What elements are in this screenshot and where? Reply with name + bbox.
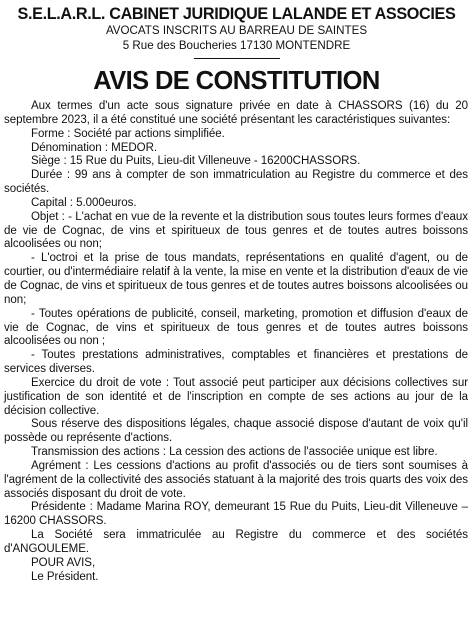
paragraph-objet-prestations: - Toutes prestations administratives, comptables et financières et prestations de services diverses.	[4, 349, 468, 376]
paragraph-presidente: Présidente : Madame Marina ROY, demeurant 15 Rue du Puits, Lieu-dit Villeneuve – 16200 CHASSORS.	[4, 501, 468, 528]
paragraph-siege: Siège : 15 Rue du Puits, Lieu-dit Villeneuve - 16200CHASSORS.	[31, 155, 361, 168]
paragraph-voix: Sous réserve des dispositions légales, chaque associé dispose d'autant de voix qu'il possède ou représente d'actions.	[4, 418, 468, 445]
paragraph-objet-mandats: - L'octroi et la prise de tous mandats, représentations en qualité d'agent, ou de courtier, ou d'intermédiaire relatif à la vente, la mise en vente et la distribution d'eaux de vie de Cognac, de vins et spiritueux de tous genres et de toutes autres boissons alcoolisées ou non;	[4, 252, 468, 306]
paragraph-pour-avis: POUR AVIS,	[31, 556, 96, 569]
paragraph-capital: Capital : 5.000euros.	[31, 196, 137, 209]
paragraph-duree: Durée : 99 ans à compter de son immatriculation au Registre du commerce et des sociétés.	[4, 169, 468, 196]
header-divider	[194, 58, 280, 59]
paragraph-objet-publicite: - Toutes opérations de publicité, conseil, marketing, promotion et diffusion d'eaux de vie de Cognac, de vins et spiritueux de tous genres et de toutes autres boissons alcoolisées ou non ;	[4, 307, 468, 348]
notice-body	[3, 100, 470, 585]
paragraph-immatriculation: La Société sera immatriculée au Registre du commerce et des sociétés d'ANGOULEME.	[4, 529, 468, 555]
paragraph-signature: Le Président.	[31, 570, 99, 583]
firm-bar-line: AVOCATS INSCRITS AU BARREAU DE SAINTES	[105, 24, 368, 37]
paragraph-agrement: Agrément : Les cessions d'actions au profit d'associés ou de tiers sont soumises à l'agrément de la collectivité des associés statuant à la majorité des trois quarts des voix des associés disposant du droit de vote.	[4, 459, 468, 500]
paragraph-denomination: Dénomination : MEDOR.	[31, 141, 158, 154]
paragraph-objet: Objet : - L'achat en vue de la revente et la distribution sous toutes leurs formes d'eaux de vie de Cognac, de vins et spiritueux de tous genres et de toutes autres boissons alcoolisées ou non;	[4, 210, 468, 251]
paragraph-transmission: Transmission des actions : La cession des actions de l'associée unique est libre.	[31, 446, 438, 459]
paragraph-intro: Aux termes d'un acte sous signature privée en date à CHASSORS (16) du 20 septembre 2023, il a été constitué une société présentant les caractéristiques suivantes:	[4, 100, 468, 126]
notice-title: AVIS DE CONSTITUTION	[93, 67, 380, 95]
paragraph-forme: Forme : Société par actions simplifiée.	[31, 127, 225, 140]
firm-address: 5 Rue des Boucheries 17130 MONTENDRE	[122, 38, 351, 52]
firm-name: S.E.L.A.R.L. CABINET JURIDIQUE LALANDE ET ASSOCIES	[17, 5, 456, 23]
paragraph-droit-de-vote: Exercice du droit de vote : Tout associé peut participer aux décisions collectives sur justification de son identité et de l'inscription en compte de ses actions au jour de la décision collective.	[4, 376, 468, 417]
